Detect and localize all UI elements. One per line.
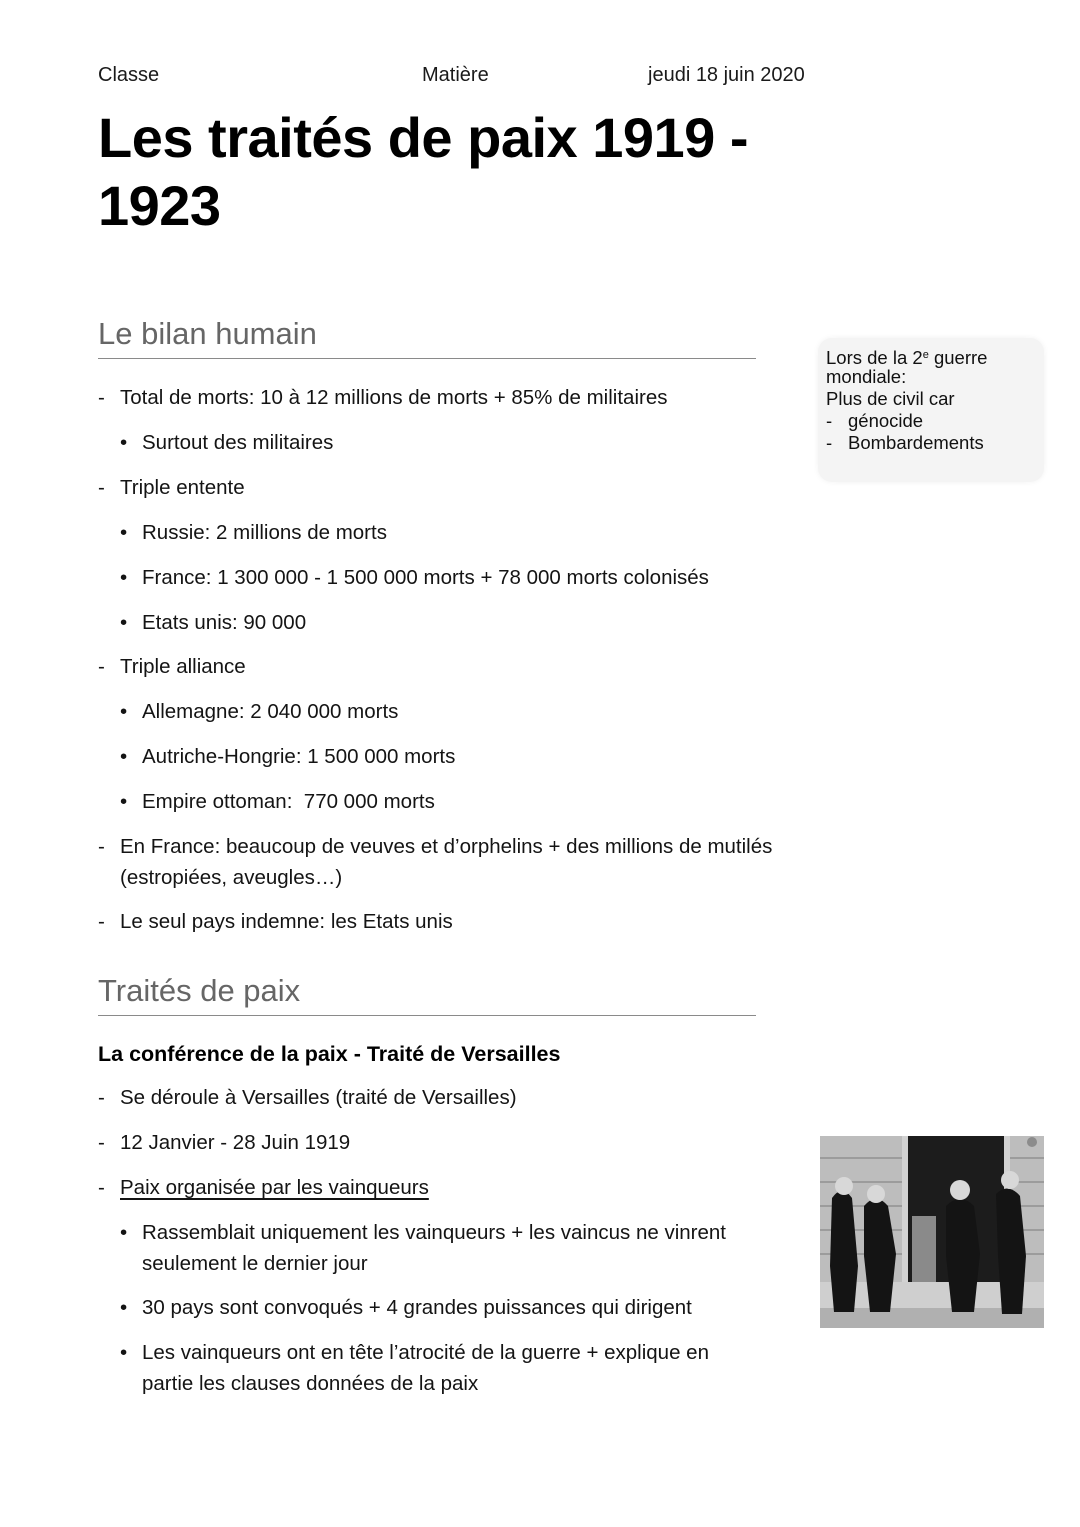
bullet-marker: • bbox=[120, 700, 128, 723]
date-label: jeudi 18 juin 2020 bbox=[648, 64, 805, 86]
dash-marker: - bbox=[98, 1086, 105, 1109]
side-note-list-item: - Bombardements bbox=[826, 432, 984, 453]
dash-marker: - bbox=[98, 1176, 105, 1199]
underlined-text: Paix organisée par les vainqueurs bbox=[120, 1176, 429, 1199]
bullet-marker: • bbox=[120, 1221, 128, 1244]
dash-marker: - bbox=[98, 655, 105, 678]
side-note-line: Lors de la 2e guerre bbox=[826, 347, 988, 368]
dash-marker: - bbox=[98, 476, 105, 499]
subject-label: Matière bbox=[422, 64, 489, 86]
section-heading-traites-de-paix: Traités de paix bbox=[98, 973, 756, 1016]
bullet-marker: • bbox=[120, 611, 128, 634]
class-label: Classe bbox=[98, 64, 160, 86]
side-note bbox=[818, 338, 1044, 482]
bullet-marker: • bbox=[120, 566, 128, 589]
bullet-marker: • bbox=[120, 431, 128, 454]
photo-image bbox=[820, 1136, 1044, 1328]
bullet-marker: • bbox=[120, 521, 128, 544]
page-title-line-2: 1923 bbox=[98, 174, 221, 237]
bullet-marker: • bbox=[120, 790, 128, 813]
page-title-line-1: Les traités de paix 1919 - bbox=[98, 106, 749, 169]
dash-marker: - bbox=[98, 386, 105, 409]
dash-marker: - bbox=[98, 835, 105, 858]
subsection-heading: La conférence de la paix - Traité de Versailles bbox=[98, 1042, 561, 1066]
bullet-marker: • bbox=[120, 1296, 128, 1319]
side-note-line: Plus de civil car bbox=[826, 388, 955, 409]
side-note-list-item: - génocide bbox=[826, 410, 924, 431]
page-title bbox=[98, 104, 798, 240]
side-note-line: mondiale: bbox=[826, 366, 907, 387]
bullet-marker: • bbox=[120, 1341, 128, 1364]
dash-marker: - bbox=[98, 910, 105, 933]
versailles-photo bbox=[820, 1136, 1044, 1328]
bullet-marker: • bbox=[120, 745, 128, 768]
section-heading-bilan-humain: Le bilan humain bbox=[98, 316, 756, 359]
dash-marker: - bbox=[98, 1131, 105, 1154]
